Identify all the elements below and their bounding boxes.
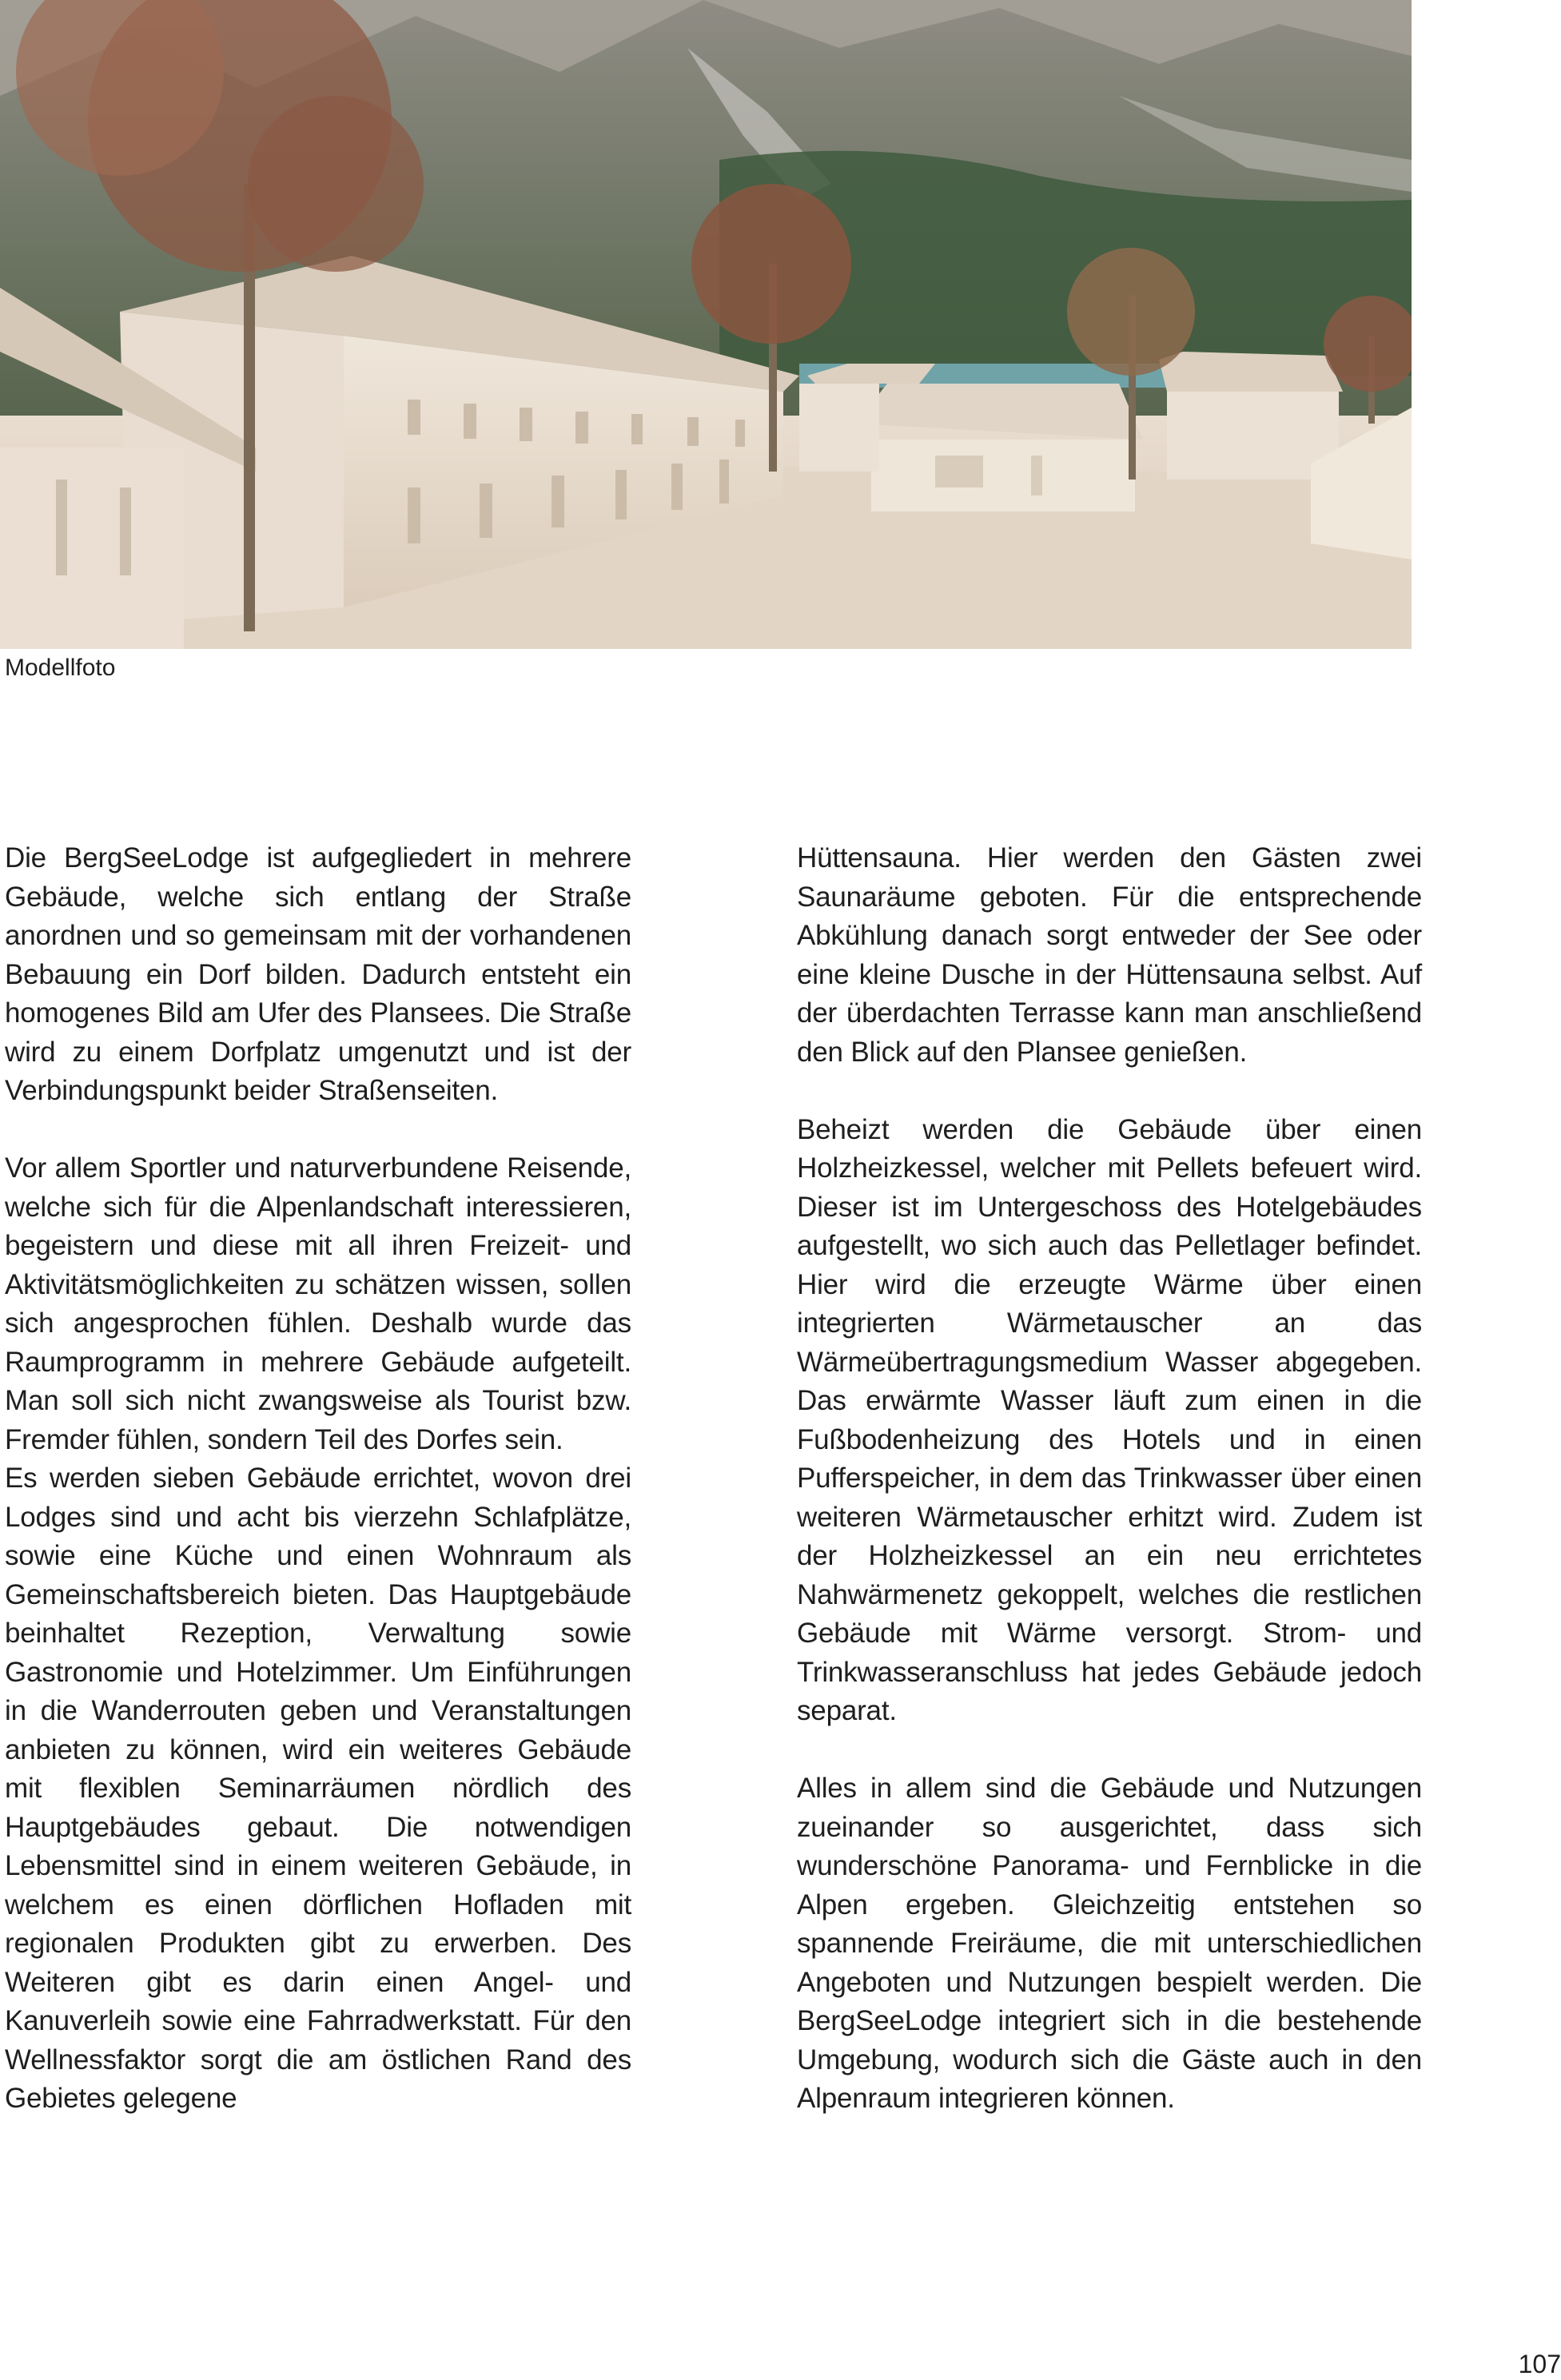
model-photo-illustration	[0, 0, 1412, 649]
text-column-left	[5, 839, 631, 2119]
paragraph: Beheizt werden die Gebäude über einen Holzheizkessel, welcher mit Pellets befeuert wird. Dieser ist im Untergeschoss des Hotelgebäudes aufgestellt, wo sich auch das Pelletlager befindet. Hier wird die erzeugte Wärme über einen integrierten Wärmetauscher an das Wärmeübertragungsmedium Wasser abgegeben. Das erwärmte Wasser läuft zum einen in die Fußbodenheizung des Hotels und in einen Pufferspeicher, in dem das Trinkwasser über einen weiteren Wärmetauscher erhitzt wird. Zudem ist der Holzheizkessel an ein neu errichtetes Nahwärmenetz gekoppelt, welches die restlichen Gebäude mit Wärme versorgt. Strom- und Trinkwasseranschluss hat jedes Gebäude jedoch separat.	[797, 1113, 1422, 1726]
text-column-right	[797, 839, 1422, 2119]
model-photo	[0, 0, 1412, 649]
paragraph: Die BergSeeLodge ist aufgegliedert in mehrere Gebäude, welche sich entlang der Straße anordnen und so gemeinsam mit der vorhandenen Bebauung ein Dorf bilden. Dadurch entsteht ein homogenes Bild am Ufer des Plansees. Die Straße wird zu einem Dorfplatz umgenutzt und ist der Verbindungspunkt beider Straßenseiten.	[5, 842, 631, 1106]
paragraph: Vor allem Sportler und naturverbundene Reisende, welche sich für die Alpenlandschaft interessieren, begeistern und diese mit all ihren Freizeit- und Aktivitätsmöglichkeiten zu schätzen wissen, sollen sich angesprochen fühlen. Deshalb wurde das Raumprogramm in mehrere Gebäude aufgeteilt. Man soll sich nicht zwangsweise als Tourist bzw. Fremder fühlen, sondern Teil des Dorfes sein.	[5, 1152, 631, 1455]
paragraph: Es werden sieben Gebäude errichtet, wovon drei Lodges sind und acht bis vierzehn Schlafplätze, sowie eine Küche und einen Wohnraum als Gemeinschaftsbereich bieten. Das Hauptgebäude beinhaltet Rezeption, Verwaltung sowie Gastronomie und Hotelzimmer. Um Einführungen in die Wanderrouten geben und Veranstaltungen anbieten zu können, wird ein weiteres Gebäude mit flexiblen Seminarräumen nördlich des Hauptgebäudes gebaut. Die notwendigen Lebensmittel sind in einem weiteren Gebäude, in welchem es einen dörflichen Hofladen mit regionalen Produkten gibt zu erwerben. Des Weiteren gibt es darin einen Angel- und Kanuverleih sowie eine Fahrradwerkstatt. Für den Wellnessfaktor sorgt die am östlichen Rand des Gebietes gelegene	[5, 1463, 631, 2114]
page-number: 107	[1518, 2350, 1561, 2378]
paragraph: Hüttensauna. Hier werden den Gästen zwei Saunaräume geboten. Für die entsprechende Abkühlung danach sorgt entweder der See oder eine kleine Dusche in der Hüttensauna selbst. Auf der überdachten Terrasse kann man anschließend den Blick auf den Plansee genießen.	[797, 842, 1422, 1068]
figure-caption: Modellfoto	[5, 655, 116, 681]
paragraph: Alles in allem sind die Gebäude und Nutzungen zueinander so ausgerichtet, dass sich wunderschöne Panorama- und Fernblicke in die Alpen ergeben. Gleichzeitig entstehen so spannende Freiräume, die mit unterschiedlichen Angeboten und Nutzungen bespielt werden. Die BergSeeLodge integriert sich in die bestehende Umgebung, wodurch sich die Gäste auch in den Alpenraum integrieren können.	[797, 1773, 1422, 2114]
